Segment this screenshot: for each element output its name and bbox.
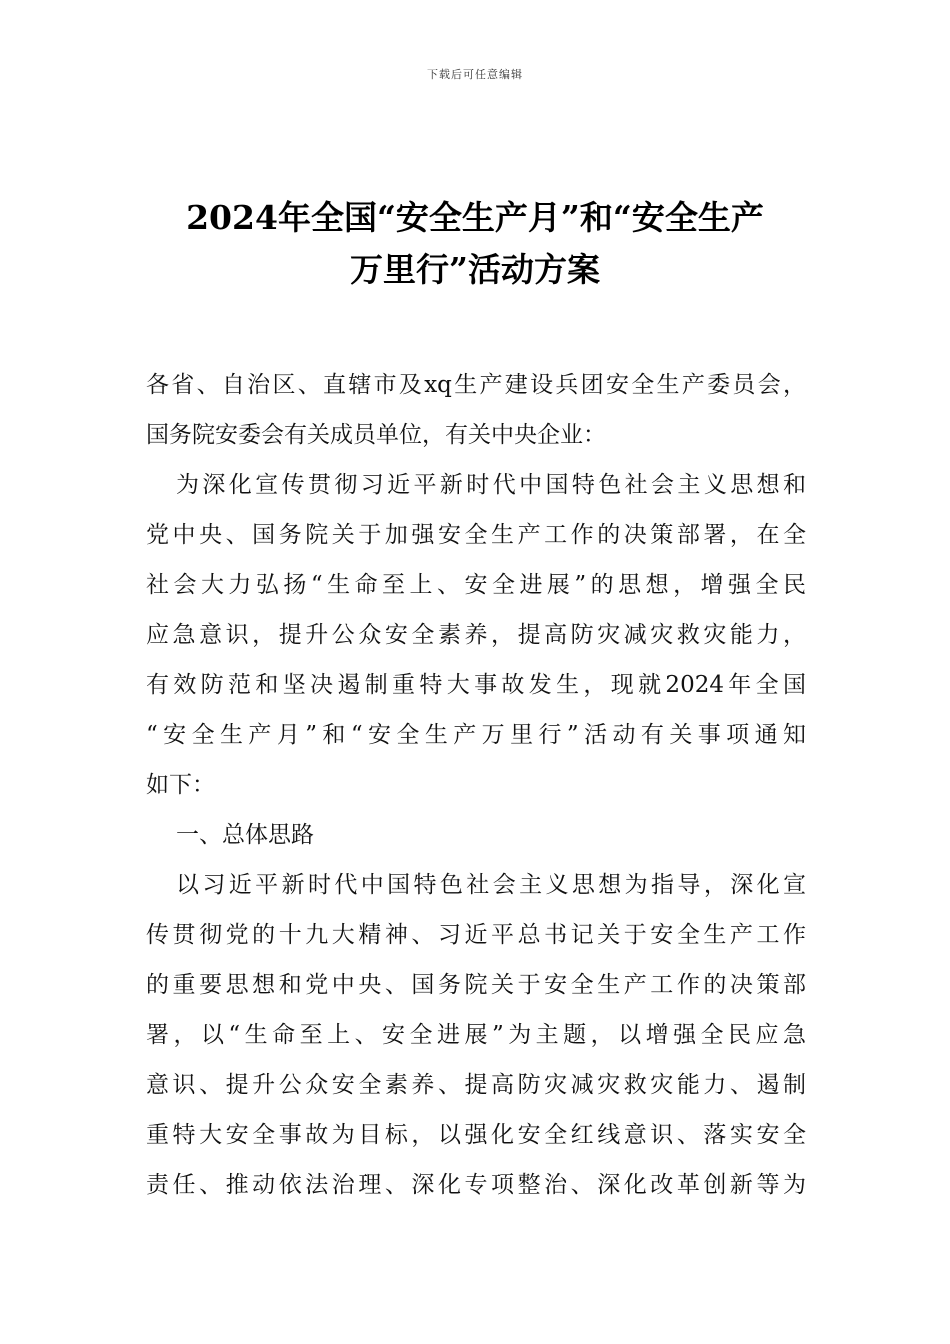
page-header-note: 下载后可任意编辑 [427, 68, 523, 81]
body-line: 党中央、国务院关于加强安全生产工作的决策部署，在全 [146, 522, 806, 548]
body-line: 有效防范和坚决遏制重特大事故发生，现就2024年全国 [146, 672, 806, 698]
body-line: 责任、推动依法治理、深化专项整治、深化改革创新等为 [146, 1172, 806, 1198]
body-line: 以习近平新时代中国特色社会主义思想为指导，深化宣 [176, 872, 806, 898]
body-line: 如下： [146, 772, 215, 798]
section-heading: 一、总体思路 [176, 822, 314, 848]
body-line: 各省、自治区、直辖市及xq生产建设兵团安全生产委员会， [146, 372, 806, 398]
document-body [146, 360, 806, 1210]
document-title [100, 192, 850, 296]
body-line: 应急意识，提升公众安全素养，提高防灾减灾救灾能力， [146, 622, 806, 648]
body-line: 社会大力弘扬“生命至上、安全进展”的思想，增强全民 [146, 572, 806, 598]
body-line: 的重要思想和党中央、国务院关于安全生产工作的决策部 [146, 972, 806, 998]
body-line: 传贯彻党的十九大精神、习近平总书记关于安全生产工作 [146, 922, 806, 948]
body-line: “安全生产月”和“安全生产万里行”活动有关事项通知 [146, 722, 806, 748]
title-line-1: 2024年全国“安全生产月”和“安全生产 [186, 198, 764, 237]
title-line-2: 万里行”活动方案 [350, 250, 600, 289]
body-line: 重特大安全事故为目标，以强化安全红线意识、落实安全 [146, 1122, 806, 1148]
body-line: 意识、提升公众安全素养、提高防灾减灾救灾能力、遏制 [146, 1072, 806, 1098]
body-line: 署，以“生命至上、安全进展”为主题，以增强全民应急 [146, 1022, 806, 1048]
body-line: 国务院安委会有关成员单位，有关中央企业： [146, 422, 606, 448]
body-line: 为深化宣传贯彻习近平新时代中国特色社会主义思想和 [176, 472, 806, 498]
